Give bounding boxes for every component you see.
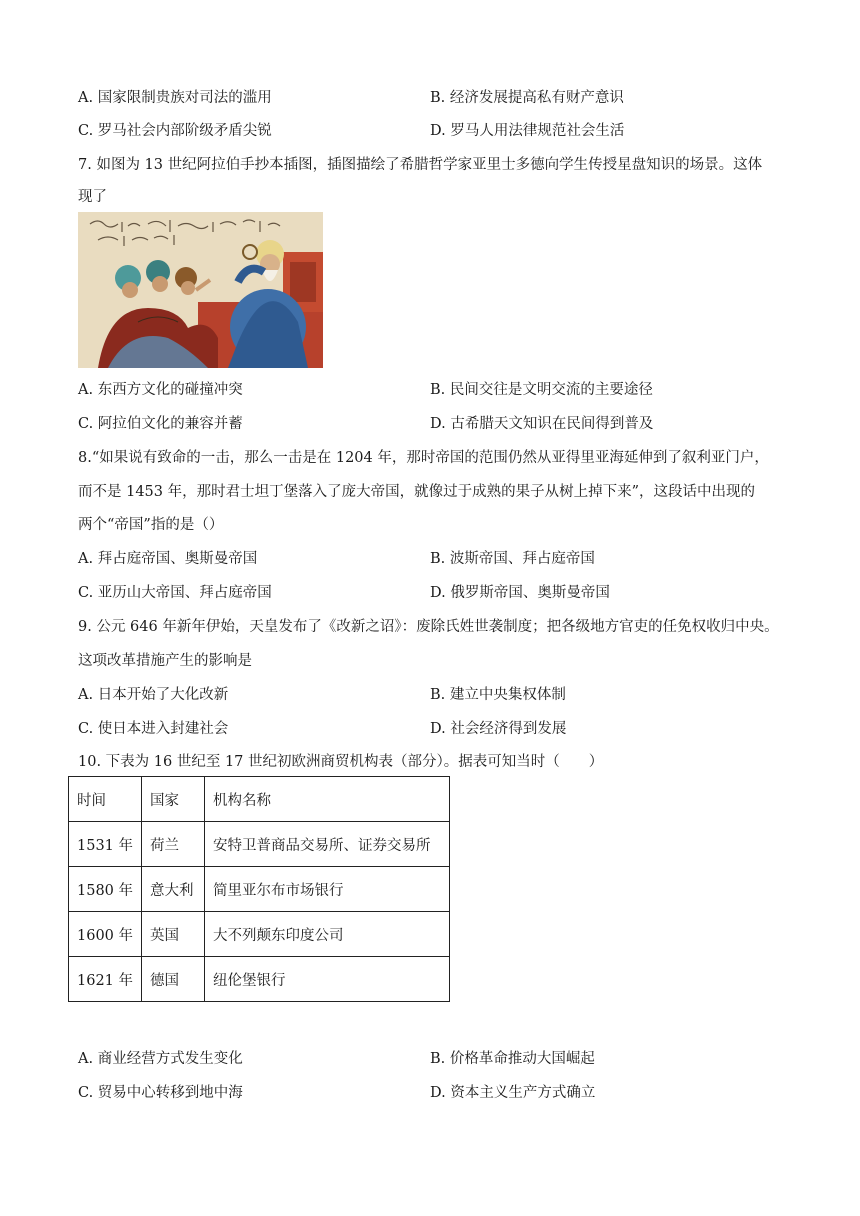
table-row [69, 822, 450, 867]
q7-stem-line2: 现了 [78, 189, 107, 205]
q9-option-c: C. 使日本进入封建社会 [78, 721, 229, 737]
table-header-cell: 机构名称 [205, 777, 450, 822]
q10-stem: 10. 下表为 16 世纪至 17 世纪初欧洲商贸机构表（部分）。据表可知当时（ ） [78, 754, 604, 770]
q6-option-a: A. 国家限制贵族对司法的滥用 [78, 90, 272, 106]
table-cell: 荷兰 [142, 822, 205, 867]
q8-option-b: B. 波斯帝国、拜占庭帝国 [430, 551, 595, 567]
table-header-cell: 时间 [69, 777, 142, 822]
q7-option-c: C. 阿拉伯文化的兼容并蓄 [78, 416, 243, 432]
q7-option-d: D. 古希腊天文知识在民间得到普及 [430, 416, 654, 432]
table-cell: 安特卫普商品交易所、证券交易所 [205, 822, 450, 867]
table-cell: 纽伦堡银行 [205, 957, 450, 1002]
q6-option-c: C. 罗马社会内部阶级矛盾尖锐 [78, 123, 272, 139]
table-row [69, 912, 450, 957]
q10-option-b: B. 价格革命推动大国崛起 [430, 1051, 595, 1067]
q10-option-a: A. 商业经营方式发生变化 [78, 1051, 243, 1067]
table-row [69, 867, 450, 912]
table-cell: 大不列颠东印度公司 [205, 912, 450, 957]
q7-stem-line1: 7. 如图为 13 世纪阿拉伯手抄本插图，插图描绘了希腊哲学家亚里士多德向学生传授星盘知识的场景。这体 [78, 157, 763, 173]
q10-option-d: D. 资本主义生产方式确立 [430, 1085, 596, 1101]
table-cell: 1621 年 [69, 957, 142, 1002]
table-cell: 德国 [142, 957, 205, 1002]
trade-institutions-table [68, 776, 450, 1002]
q9-option-d: D. 社会经济得到发展 [430, 721, 567, 737]
q7-option-b: B. 民间交往是文明交流的主要途径 [430, 382, 653, 398]
table-cell: 1531 年 [69, 822, 142, 867]
q9-stem-line1: 9. 公元 646 年新年伊始，天皇发布了《改新之诏》：废除氏姓世袭制度；把各级地方官吏的任免权收归中央。 [78, 619, 779, 635]
q6-option-d: D. 罗马人用法律规范社会生活 [430, 123, 625, 139]
table-cell: 意大利 [142, 867, 205, 912]
q8-stem-line3: 两个“帝国”指的是（） [78, 517, 224, 533]
arabic-manuscript-illustration [78, 212, 323, 368]
q8-option-d: D. 俄罗斯帝国、奥斯曼帝国 [430, 585, 610, 601]
q8-stem-line1: 8.“如果说有致命的一击，那么一击是在 1204 年，那时帝国的范围仍然从亚得里亚海延伸到了叙利亚门户， [78, 450, 769, 466]
q9-stem-line2: 这项改革措施产生的影响是 [78, 653, 252, 669]
table-cell: 英国 [142, 912, 205, 957]
q8-stem-line2: 而不是 1453 年，那时君士坦丁堡落入了庞大帝国，就像过于成熟的果子从树上掉下来”，这段话中出现的 [78, 484, 756, 500]
q8-option-c: C. 亚历山大帝国、拜占庭帝国 [78, 585, 272, 601]
q9-option-b: B. 建立中央集权体制 [430, 687, 566, 703]
table-cell: 简里亚尔布市场银行 [205, 867, 450, 912]
q8-option-a: A. 拜占庭帝国、奥斯曼帝国 [78, 551, 258, 567]
q6-option-b: B. 经济发展提高私有财产意识 [430, 90, 624, 106]
table-header-row [69, 777, 450, 822]
table-row [69, 957, 450, 1002]
q10-option-c: C. 贸易中心转移到地中海 [78, 1085, 243, 1101]
q9-option-a: A. 日本开始了大化改新 [78, 687, 229, 703]
table-cell: 1580 年 [69, 867, 142, 912]
q7-option-a: A. 东西方文化的碰撞冲突 [78, 382, 243, 398]
table-header-cell: 国家 [142, 777, 205, 822]
table-cell: 1600 年 [69, 912, 142, 957]
